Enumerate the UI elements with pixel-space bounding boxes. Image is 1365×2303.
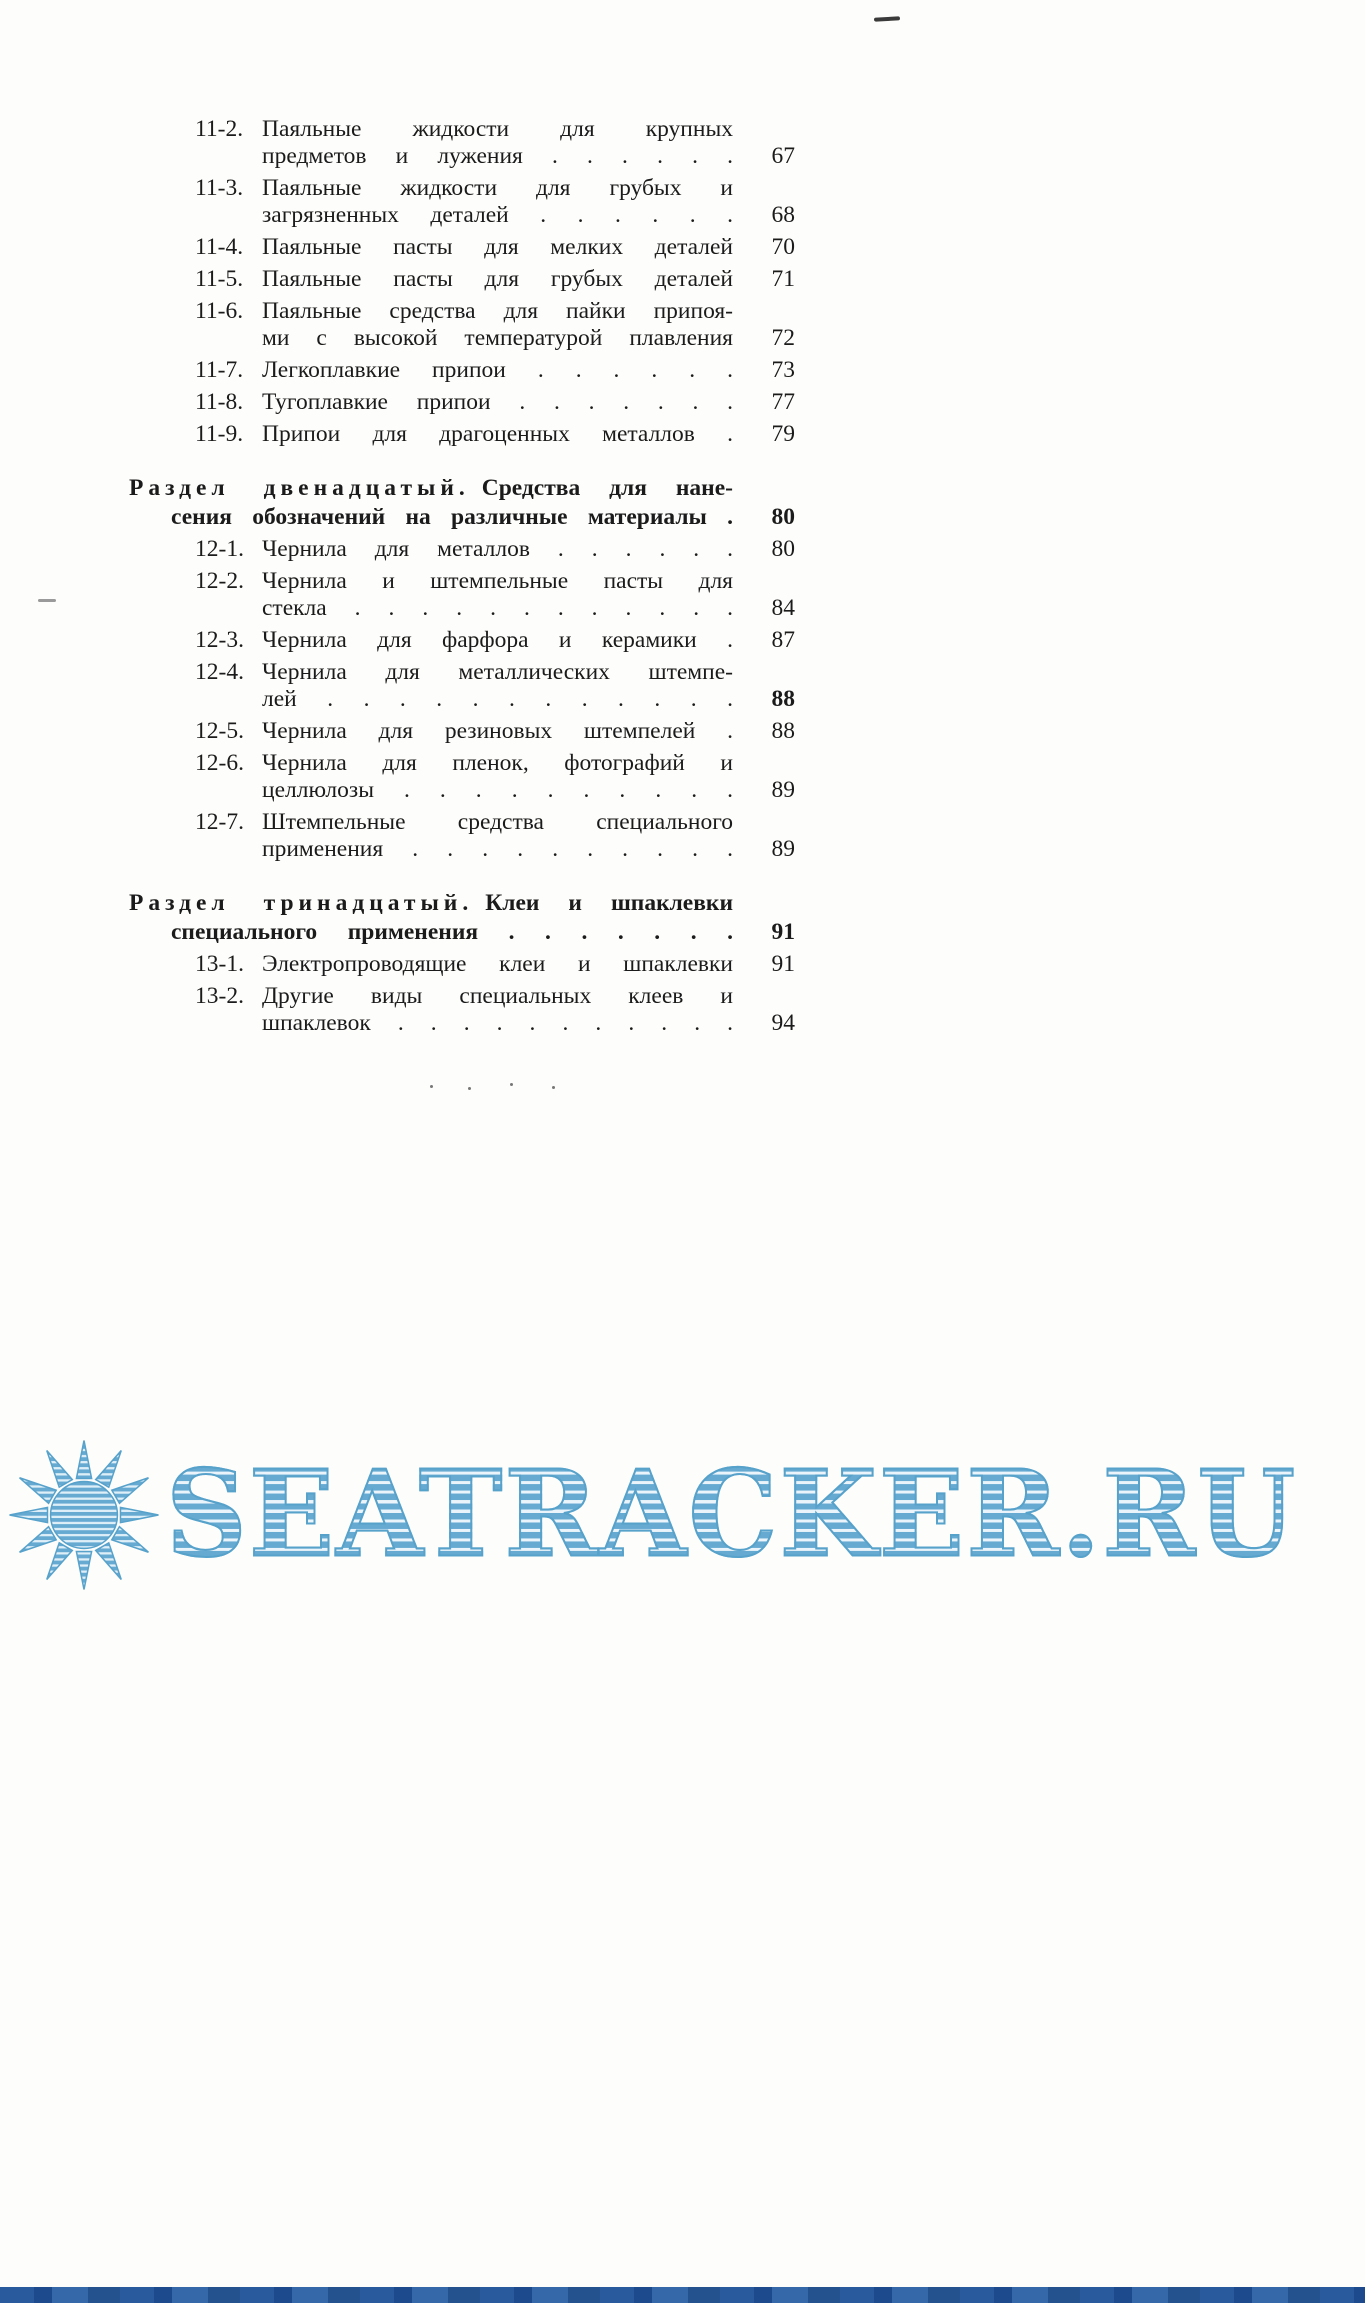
toc-line xyxy=(195,568,795,594)
section-prefix: Раздел двенадцатый. xyxy=(129,475,470,501)
toc-entry-text: загрязненных деталей . . . . . . xyxy=(262,202,733,228)
toc-entry-text: Чернила для металлов . . . . . . xyxy=(262,536,733,562)
toc-page-number: 84 xyxy=(771,595,795,621)
toc-page-number: 89 xyxy=(771,836,795,862)
toc-line xyxy=(195,116,795,142)
toc-entry-text: Паяльные жидкости для грубых и xyxy=(262,175,733,201)
section-prefix: Раздел тринадцатый. xyxy=(129,890,474,916)
toc-line xyxy=(195,202,795,228)
toc-entry-text: Штемпельные средства специального xyxy=(262,809,733,835)
toc-entry-number: 11-6. xyxy=(195,298,244,324)
toc-entry-text: Тугоплавкие припои . . . . . . . xyxy=(262,389,733,415)
toc-entry-text: Паяльные пасты для грубых деталей xyxy=(262,266,733,292)
toc-line xyxy=(195,175,795,201)
toc-line xyxy=(129,504,795,530)
toc-line xyxy=(195,777,795,803)
toc-entry-text: Паяльные жидкости для крупных xyxy=(262,116,733,142)
toc-page-number: 94 xyxy=(771,1010,795,1036)
toc-line xyxy=(195,983,795,1009)
toc-line xyxy=(195,298,795,324)
toc-entry-text: ми с высокой температурой плавления xyxy=(262,325,733,351)
toc-line xyxy=(195,357,795,383)
toc-entry-text: Другие виды специальных клеев и xyxy=(262,983,733,1009)
toc-entry-number: 13-2. xyxy=(195,983,244,1009)
toc-line xyxy=(195,143,795,169)
toc-entry-text: Припои для драгоценных металлов . xyxy=(262,421,733,447)
toc-entry-number: 11-7. xyxy=(195,357,244,383)
sun-icon xyxy=(8,1439,160,1591)
toc-line xyxy=(195,325,795,351)
toc-page-number: 91 xyxy=(771,919,795,945)
toc-line xyxy=(195,266,795,292)
toc-page-number: 70 xyxy=(771,234,795,260)
toc-entry-text: сения обозначений на различные материалы . xyxy=(171,504,733,530)
toc-page-number: 67 xyxy=(771,143,795,169)
toc-line xyxy=(195,595,795,621)
toc-page-number: 77 xyxy=(771,389,795,415)
watermark-text: SEATRACKER.RU xyxy=(166,1445,1298,1584)
toc-entry-text: Чернила для резиновых штемпелей . xyxy=(262,718,733,744)
toc-entry-text: шпаклевок . . . . . . . . . . . xyxy=(262,1010,733,1036)
toc-page-number: 68 xyxy=(771,202,795,228)
table-of-contents xyxy=(129,110,795,1036)
watermark xyxy=(0,1420,1365,1610)
scan-edge-band xyxy=(0,2287,1365,2303)
toc-line xyxy=(195,718,795,744)
toc-entry-text: специального применения . . . . . . . xyxy=(171,919,733,945)
scan-artifact-specks xyxy=(430,1083,610,1089)
toc-entry-text: Электропроводящие клеи и шпаклевки xyxy=(262,951,733,977)
scan-artifact-dash xyxy=(874,16,900,21)
toc-page-number: 73 xyxy=(771,357,795,383)
toc-page-number: 88 xyxy=(771,686,795,712)
toc-entry-text: лей . . . . . . . . . . . . xyxy=(262,686,733,712)
toc-entry-number: 12-1. xyxy=(195,536,244,562)
toc-line xyxy=(195,951,795,977)
toc-entry-number: 12-2. xyxy=(195,568,244,594)
toc-entry-number: 12-6. xyxy=(195,750,244,776)
toc-entry-number: 11-9. xyxy=(195,421,244,447)
toc-page-number: 80 xyxy=(771,504,795,530)
toc-page-number: 91 xyxy=(771,951,795,977)
toc-entry-text: Легкоплавкие припои . . . . . . xyxy=(262,357,733,383)
toc-line xyxy=(195,836,795,862)
toc-page-number: 72 xyxy=(771,325,795,351)
toc-entry-text: Паяльные пасты для мелких деталей xyxy=(262,234,733,260)
toc-entry-number: 11-4. xyxy=(195,234,244,260)
toc-entry-text: Паяльные средства для пайки припоя- xyxy=(262,298,733,324)
toc-line xyxy=(129,475,795,501)
toc-entry-text: предметов и лужения . . . . . . xyxy=(262,143,733,169)
toc-page-number: 88 xyxy=(771,718,795,744)
toc-entry-text: Чернила для фарфора и керамики . xyxy=(262,627,733,653)
toc-page-number: 87 xyxy=(771,627,795,653)
scan-artifact-dash xyxy=(38,599,56,602)
toc-entry-text: Чернила для пленок, фотографий и xyxy=(262,750,733,776)
toc-entry-number: 12-4. xyxy=(195,659,244,685)
toc-entry-number: 12-5. xyxy=(195,718,244,744)
toc-entry-number: 13-1. xyxy=(195,951,244,977)
toc-entry-text: Чернила и штемпельные пасты для xyxy=(262,568,733,594)
toc-entry-text: стекла . . . . . . . . . . . . xyxy=(262,595,733,621)
toc-line xyxy=(129,919,795,945)
toc-line xyxy=(195,659,795,685)
toc-line xyxy=(195,389,795,415)
toc-entry-number: 12-7. xyxy=(195,809,244,835)
toc-line xyxy=(195,750,795,776)
toc-page-number: 71 xyxy=(771,266,795,292)
toc-line xyxy=(195,421,795,447)
toc-entry-text: Раздел тринадцатый. Клеи и шпаклевки xyxy=(129,890,734,916)
toc-entry-number: 11-8. xyxy=(195,389,244,415)
toc-entry-number: 11-5. xyxy=(195,266,244,292)
toc-line xyxy=(195,1010,795,1036)
toc-entry-text: целлюлозы . . . . . . . . . . xyxy=(262,777,733,803)
toc-entry-number: 11-3. xyxy=(195,175,244,201)
toc-entry-text: применения . . . . . . . . . . xyxy=(262,836,733,862)
toc-line xyxy=(195,536,795,562)
toc-line xyxy=(195,627,795,653)
toc-line xyxy=(129,890,795,916)
toc-line xyxy=(195,234,795,260)
toc-line xyxy=(195,809,795,835)
toc-line xyxy=(195,686,795,712)
toc-entry-text: Раздел двенадцатый. Средства для нане- xyxy=(129,475,733,501)
toc-page-number: 89 xyxy=(771,777,795,803)
toc-entry-text: Чернила для металлических штемпе- xyxy=(262,659,733,685)
toc-page-number: 79 xyxy=(771,421,795,447)
toc-entry-number: 12-3. xyxy=(195,627,244,653)
toc-entry-number: 11-2. xyxy=(195,116,244,142)
toc-page-number: 80 xyxy=(771,536,795,562)
